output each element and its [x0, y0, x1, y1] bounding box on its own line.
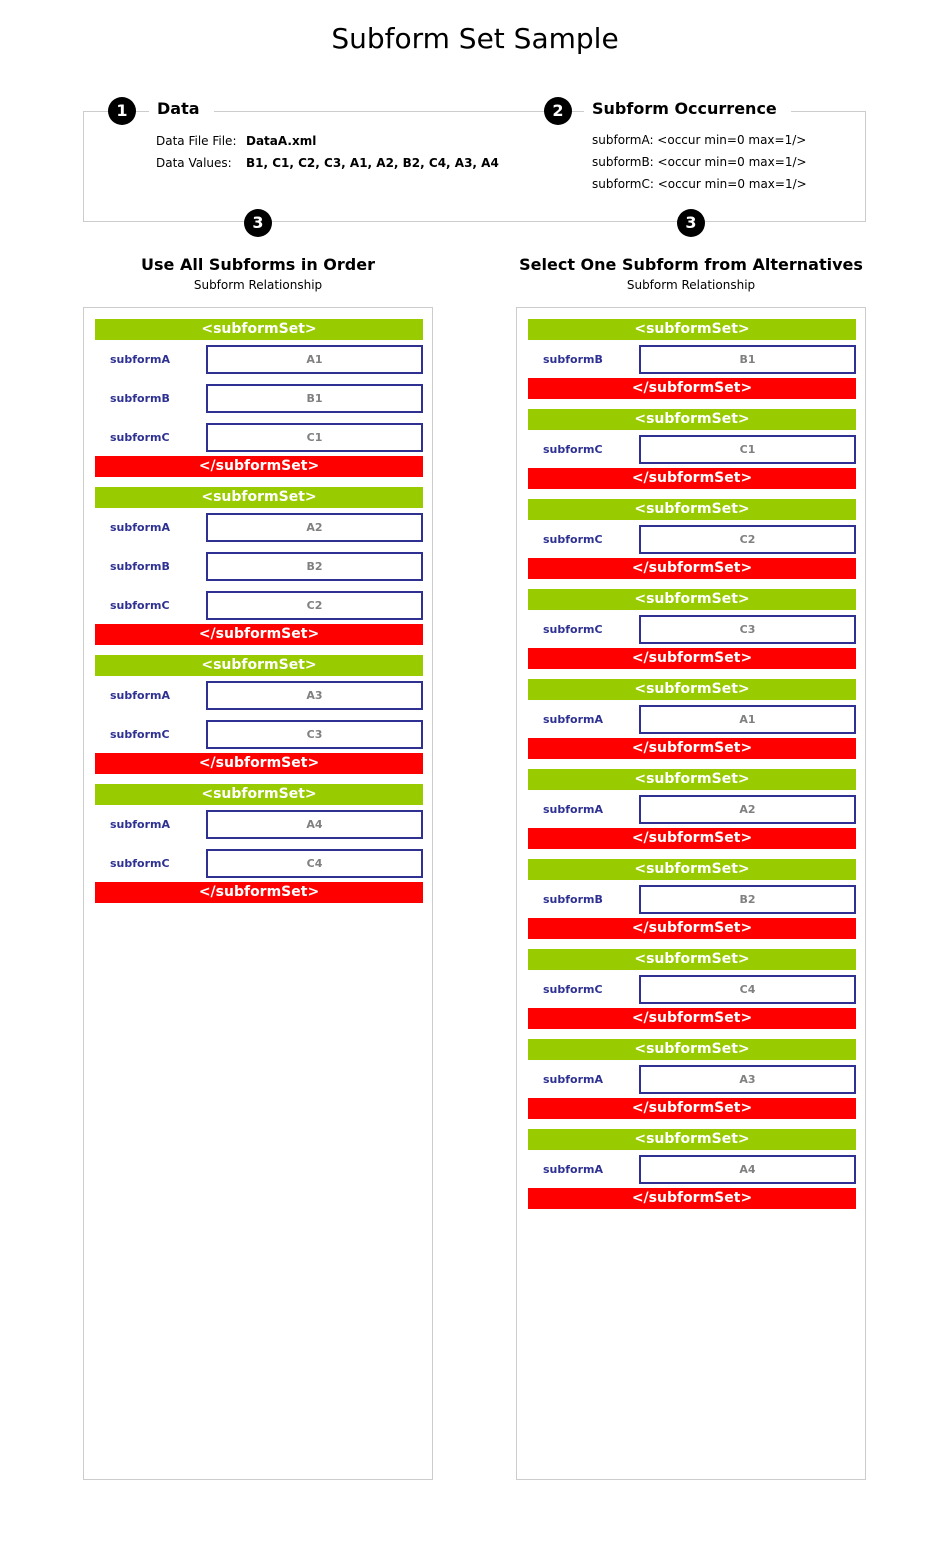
subform-name: subformC	[110, 857, 170, 870]
subform-name: subformA	[543, 1073, 603, 1086]
right-relationship-panel	[516, 307, 866, 1480]
data-heading: Data	[149, 98, 214, 120]
subform-value-box: C4	[639, 975, 856, 1004]
subformset-close-bar: </subformSet>	[528, 558, 856, 579]
left-column-title: Use All Subforms in Order	[141, 255, 375, 274]
step-1-badge: 1	[108, 97, 136, 125]
page-title: Subform Set Sample	[331, 22, 619, 55]
subform-value-box: A2	[639, 795, 856, 824]
subformset-close-bar: </subformSet>	[528, 1008, 856, 1029]
step-3-badge-left: 3	[244, 209, 272, 237]
subformset-close-bar: </subformSet>	[528, 648, 856, 669]
subformset-close-bar: </subformSet>	[528, 1098, 856, 1119]
subform-name: subformC	[543, 983, 603, 996]
occurrence-line-c: subformC: <occur min=0 max=1/>	[592, 177, 807, 191]
subform-name: subformB	[110, 560, 170, 573]
subformset-open-bar: <subformSet>	[528, 679, 856, 700]
subform-value-box: C2	[639, 525, 856, 554]
subformset-close-bar: </subformSet>	[95, 456, 423, 477]
subformset-close-bar: </subformSet>	[95, 753, 423, 774]
subformset-close-bar: </subformSet>	[528, 918, 856, 939]
subform-value-box: A4	[639, 1155, 856, 1184]
subform-name: subformA	[110, 353, 170, 366]
subform-value-box: C2	[206, 591, 423, 620]
subform-value-box: A2	[206, 513, 423, 542]
subformset-close-bar: </subformSet>	[528, 738, 856, 759]
subform-value-box: C1	[206, 423, 423, 452]
right-column-title: Select One Subform from Alternatives	[519, 255, 863, 274]
subformset-open-bar: <subformSet>	[95, 319, 423, 340]
subform-name: subformC	[110, 599, 170, 612]
subform-name: subformA	[110, 818, 170, 831]
data-values-value: B1, C1, C2, C3, A1, A2, B2, C4, A3, A4	[246, 156, 499, 170]
subform-name: subformA	[543, 713, 603, 726]
subform-value-box: A1	[206, 345, 423, 374]
subformset-open-bar: <subformSet>	[528, 319, 856, 340]
right-column-subtitle: Subform Relationship	[626, 278, 756, 292]
subformset-close-bar: </subformSet>	[95, 882, 423, 903]
subformset-open-bar: <subformSet>	[528, 949, 856, 970]
subform-value-box: C3	[206, 720, 423, 749]
subform-value-box: B1	[639, 345, 856, 374]
subform-value-box: A1	[639, 705, 856, 734]
subform-name: subformB	[110, 392, 170, 405]
subformset-open-bar: <subformSet>	[528, 499, 856, 520]
left-column-subtitle: Subform Relationship	[193, 278, 323, 292]
data-file-label: Data File File:	[156, 134, 237, 148]
subform-value-box: B2	[206, 552, 423, 581]
subform-value-box: A3	[206, 681, 423, 710]
subformset-open-bar: <subformSet>	[95, 487, 423, 508]
subformset-open-bar: <subformSet>	[95, 784, 423, 805]
subformset-close-bar: </subformSet>	[528, 1188, 856, 1209]
subformset-open-bar: <subformSet>	[528, 409, 856, 430]
subformset-close-bar: </subformSet>	[528, 828, 856, 849]
subform-value-box: C1	[639, 435, 856, 464]
subform-name: subformC	[543, 623, 603, 636]
subform-name: subformB	[543, 353, 603, 366]
subformset-open-bar: <subformSet>	[528, 1129, 856, 1150]
subform-value-box: A4	[206, 810, 423, 839]
data-values-label: Data Values:	[156, 156, 232, 170]
subform-name: subformC	[543, 443, 603, 456]
subformset-open-bar: <subformSet>	[528, 589, 856, 610]
step-3-badge-right: 3	[677, 209, 705, 237]
occurrence-line-a: subformA: <occur min=0 max=1/>	[592, 133, 807, 147]
subformset-open-bar: <subformSet>	[528, 859, 856, 880]
subform-name: subformA	[110, 689, 170, 702]
subform-value-box: B2	[639, 885, 856, 914]
subformset-close-bar: </subformSet>	[95, 624, 423, 645]
data-file-value: DataA.xml	[246, 134, 317, 148]
occurrence-line-b: subformB: <occur min=0 max=1/>	[592, 155, 807, 169]
left-relationship-panel	[83, 307, 433, 1480]
step-2-badge: 2	[544, 97, 572, 125]
subformset-close-bar: </subformSet>	[528, 378, 856, 399]
subformset-close-bar: </subformSet>	[528, 468, 856, 489]
subform-name: subformB	[543, 893, 603, 906]
subform-name: subformC	[110, 431, 170, 444]
subform-value-box: C3	[639, 615, 856, 644]
subformset-open-bar: <subformSet>	[528, 769, 856, 790]
subformset-open-bar: <subformSet>	[528, 1039, 856, 1060]
subform-value-box: C4	[206, 849, 423, 878]
subform-name: subformC	[543, 533, 603, 546]
subform-name: subformC	[110, 728, 170, 741]
subformset-open-bar: <subformSet>	[95, 655, 423, 676]
subform-name: subformA	[543, 1163, 603, 1176]
subform-name: subformA	[110, 521, 170, 534]
subform-value-box: A3	[639, 1065, 856, 1094]
subform-name: subformA	[543, 803, 603, 816]
occurrence-heading: Subform Occurrence	[584, 98, 791, 120]
subform-value-box: B1	[206, 384, 423, 413]
